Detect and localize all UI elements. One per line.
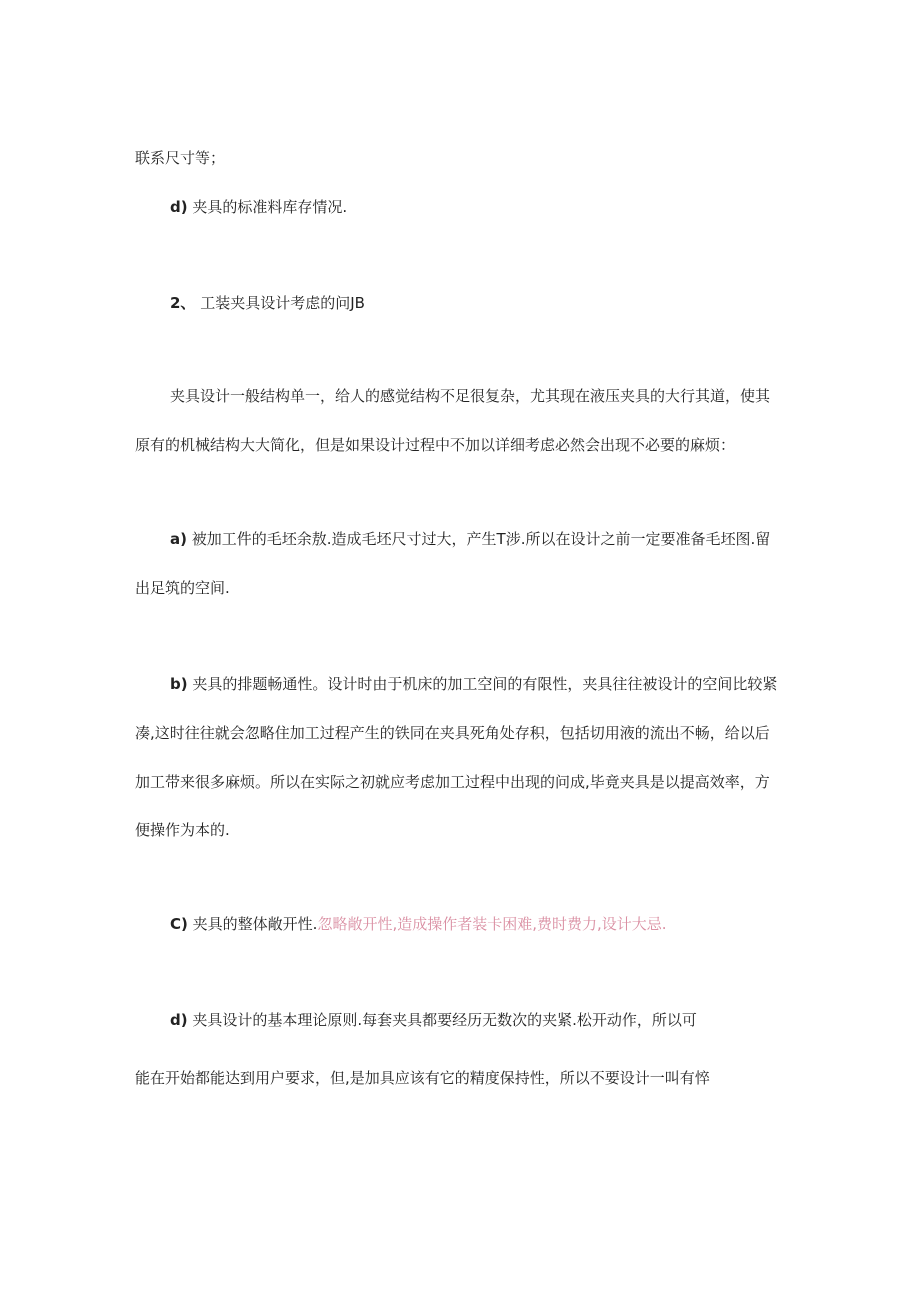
- section-title: 工装夹具设计考虑的问JB: [200, 294, 365, 312]
- list-item-d-principles: [170, 1010, 697, 1030]
- text: 加工带来很多麻烦。所以在实际之初就应考虑加工过程中出现的问成,毕竟夹具是以提高效率，方: [135, 773, 770, 791]
- list-label: a): [170, 530, 187, 548]
- paragraph-line-5: [135, 435, 735, 455]
- text: 原有的机械结构大大简化，但是如果设计过程中不加以详细考虑必然会出现不必要的麻烦：: [135, 436, 736, 454]
- list-text: 夹具的排题畅通性。设计时由于机床的加工空间的有限性，夹具往往被设计的空间比较紧: [192, 675, 778, 693]
- text: 能在开始都能达到用户要求，但,是加具应该有它的精度保持性，所以不要设计一叫有悴: [135, 1069, 710, 1087]
- paragraph-line-1: [135, 148, 225, 168]
- paragraph-line-4: [170, 386, 770, 406]
- list-label: d): [170, 198, 188, 216]
- list-text: 被加工件的毛坯余敖.造成毛坯尺寸过大，产生T涉.所以在设计之前一定要准备毛坯图.留: [191, 530, 771, 548]
- text: 出足筑的空间.: [135, 579, 230, 597]
- text: 联系尺寸等；: [135, 149, 226, 167]
- list-label: b): [170, 675, 188, 693]
- list-text: 夹具设计的基本理论原则.每套夹具都要经历无数次的夹紧.松开动作，所以可: [192, 1011, 697, 1029]
- paragraph-line-11: [135, 820, 230, 840]
- text: 夹具设计一般结构单一，给人的感觉结构不足很复杂，尤其现在液压夹具的大行其道，使其: [170, 387, 771, 405]
- section-number: 2、: [170, 294, 196, 312]
- highlighted-text: 忽略敞开性,造成操作者装卡困难,费时费力,设计大忌.: [317, 915, 667, 933]
- list-text: 夹具的标准料库存情况.: [192, 198, 348, 216]
- text: 凑,这时往往就会忽略住加工过程产生的铁同在夹具死角处存积，包括切用液的流出不畅，给以后: [135, 724, 770, 742]
- section-heading: [170, 293, 365, 313]
- text: 便操作为本的.: [135, 821, 230, 839]
- list-item-d-stock: [170, 197, 347, 217]
- list-item-c-openness: [170, 914, 667, 934]
- list-text: 夹具的整体敞开性.: [192, 915, 318, 933]
- list-item-a-blank: [170, 529, 770, 549]
- paragraph-line-14: [135, 1068, 710, 1088]
- paragraph-line-10: [135, 772, 770, 792]
- paragraph-line-7: [135, 578, 230, 598]
- list-label: d): [170, 1011, 188, 1029]
- list-label: C): [170, 915, 188, 933]
- paragraph-line-9: [135, 723, 770, 743]
- list-item-b-chips: [170, 674, 777, 694]
